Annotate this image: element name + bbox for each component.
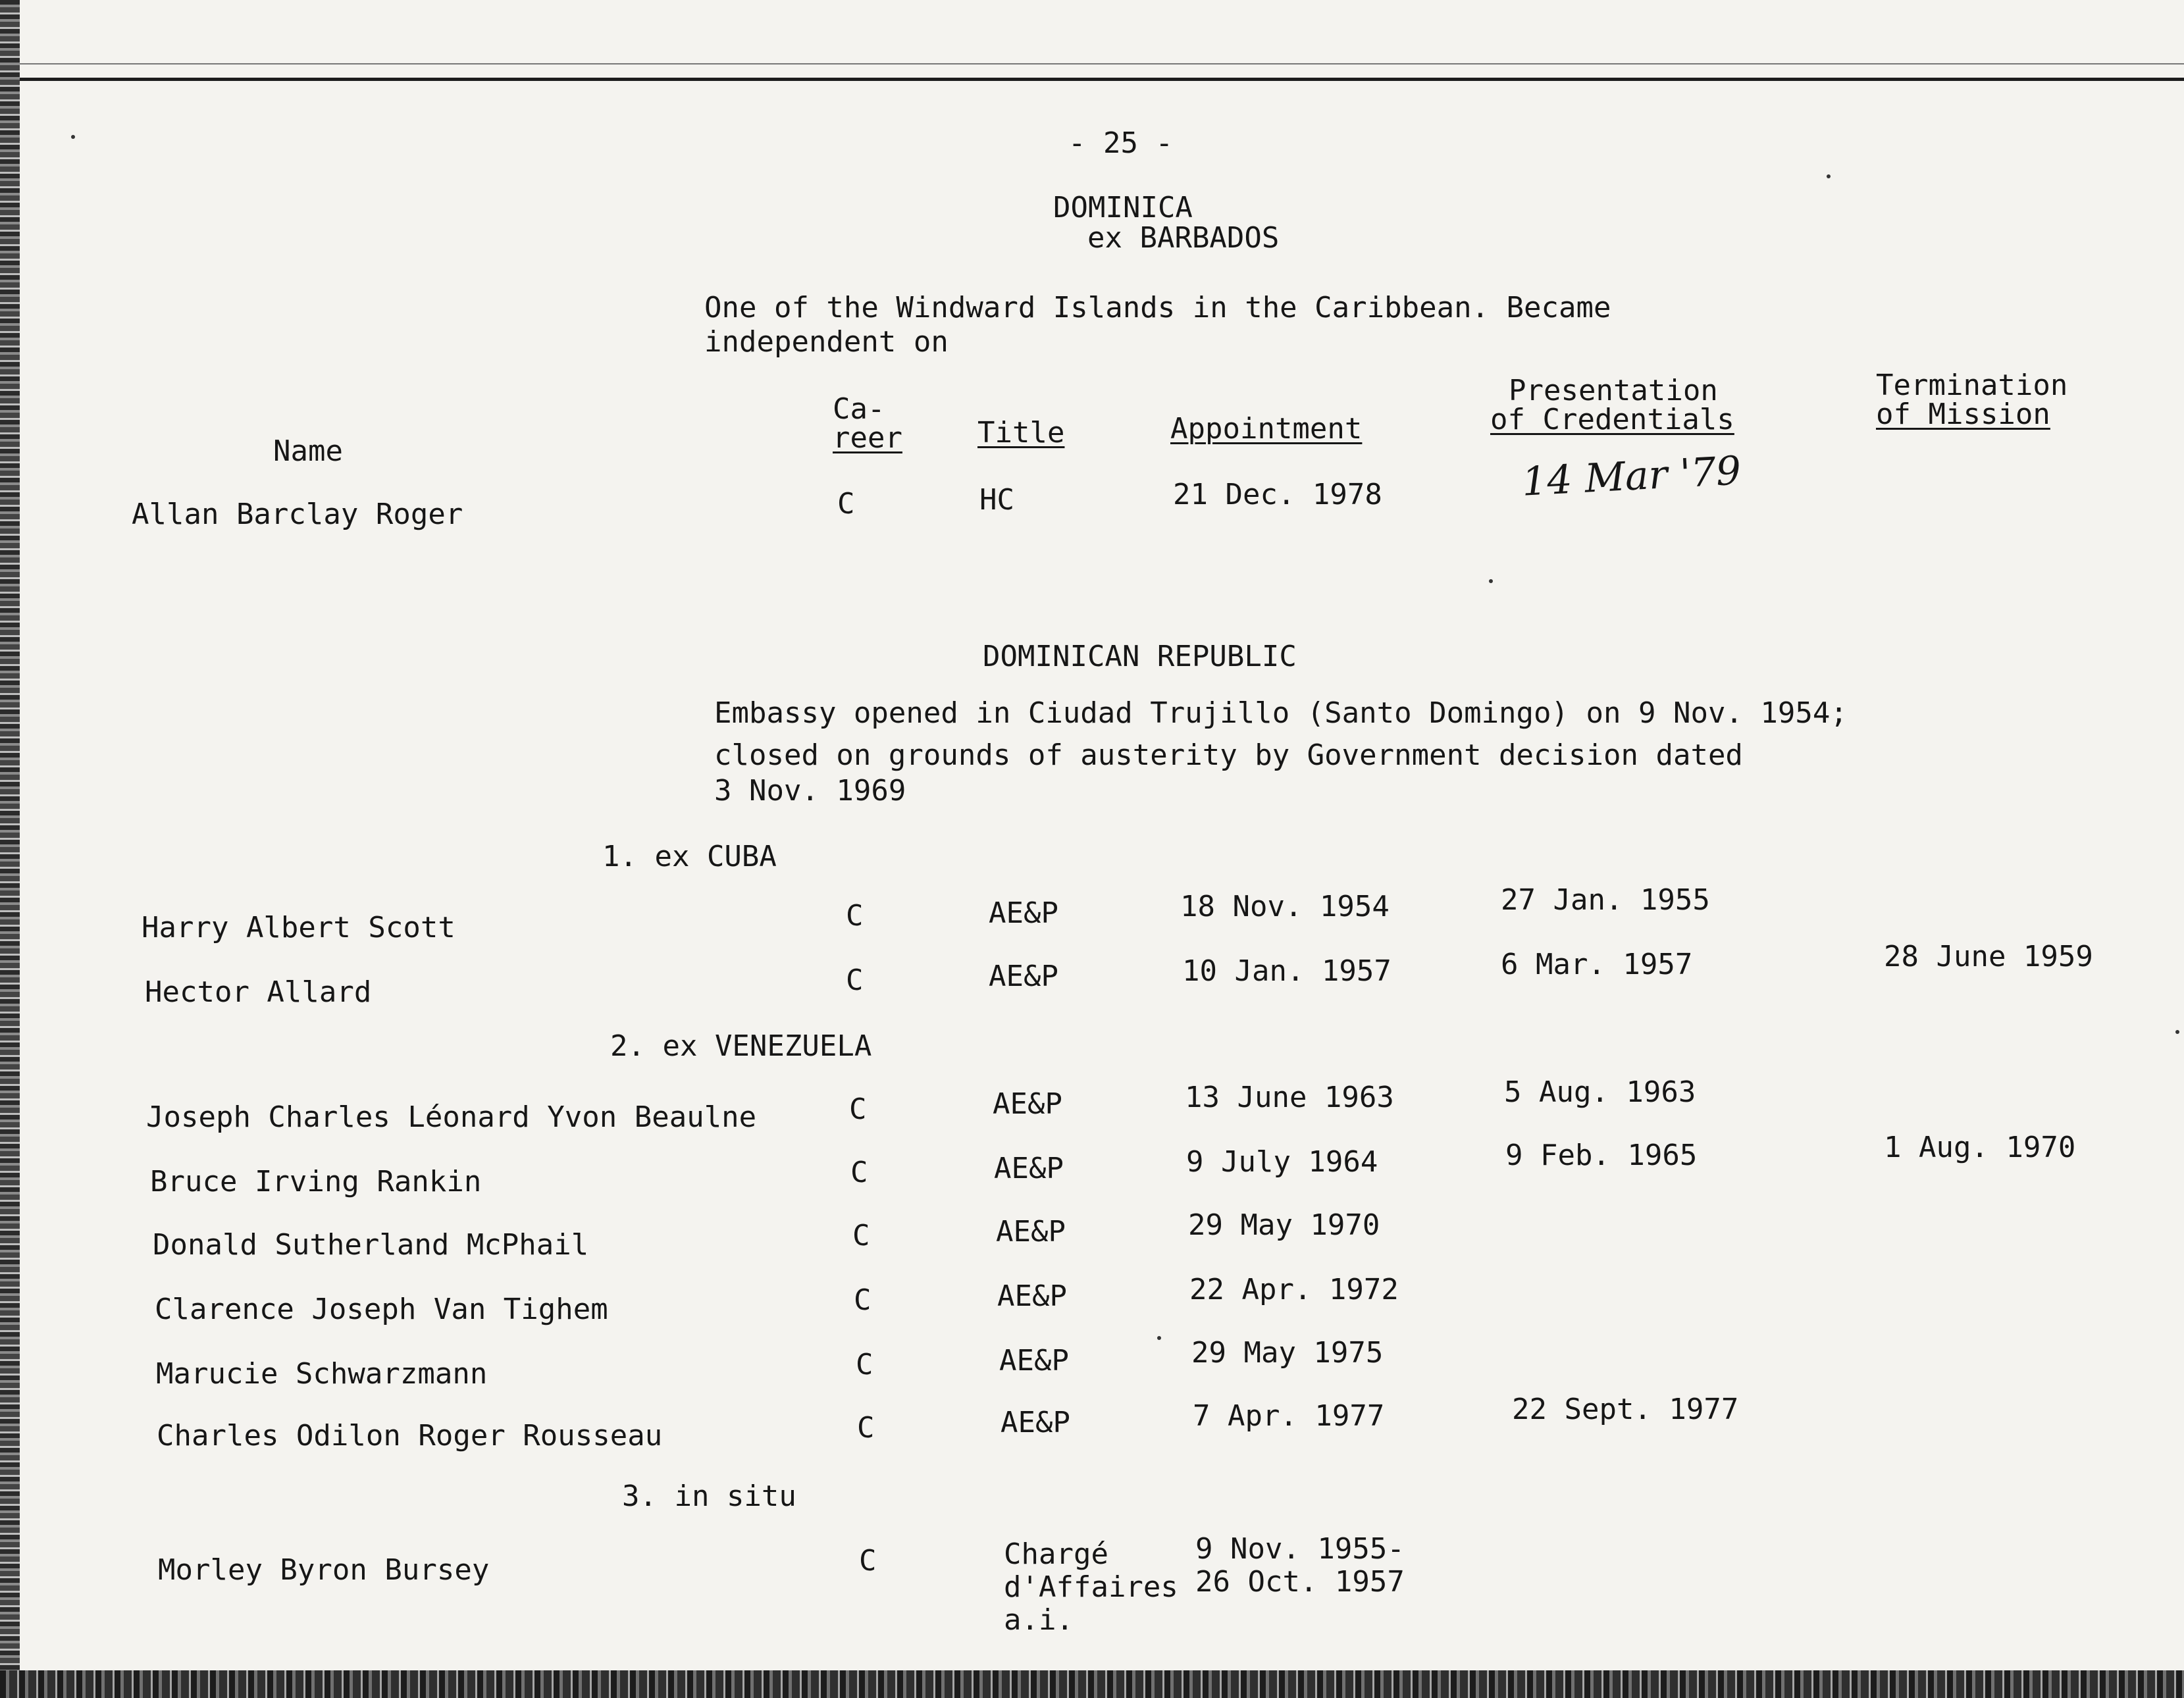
country-note-line-1: One of the Windward Islands in the Caribbean. Became <box>704 291 1611 324</box>
row-appointment: 22 Apr. 1972 <box>1189 1273 1399 1306</box>
row-presentation: 27 Jan. 1955 <box>1501 883 1710 917</box>
row-name: Charles Odilon Roger Rousseau <box>157 1419 663 1453</box>
row-title-line-1: Chargé <box>1004 1537 1108 1571</box>
country-note-line-1: Embassy opened in Ciudad Trujillo (Santo Domingo) on 9 Nov. 1954; <box>714 696 1848 730</box>
row-appointment-line-1: 9 Nov. 1955- <box>1195 1532 1405 1566</box>
row-title: AE&P <box>1001 1406 1070 1439</box>
row-appointment: 18 Nov. 1954 <box>1180 890 1390 923</box>
row-name: Allan Barclay Roger <box>132 498 463 531</box>
row-presentation: 6 Mar. 1957 <box>1501 948 1693 981</box>
row-career: C <box>837 487 855 521</box>
row-appointment: 29 May 1970 <box>1188 1208 1380 1242</box>
country-heading: DOMINICA <box>1053 191 1193 224</box>
header-career-2: reer <box>833 421 902 455</box>
row-name: Bruce Irving Rankin <box>150 1165 482 1198</box>
speck <box>71 135 75 139</box>
row-presentation: 22 Sept. 1977 <box>1512 1393 1739 1426</box>
header-title: Title <box>977 416 1065 450</box>
section-label: 3. in situ <box>622 1479 796 1513</box>
row-appointment-line-2: 26 Oct. 1957 <box>1195 1565 1405 1599</box>
row-name: Joseph Charles Léonard Yvon Beaulne <box>146 1100 757 1134</box>
speck <box>1827 174 1831 178</box>
row-title: AE&P <box>996 1215 1066 1248</box>
page-number: - 25 - <box>1068 126 1173 160</box>
row-presentation-handwritten: 14 Mar '79 <box>1521 448 1742 505</box>
country-note-line-3: 3 Nov. 1969 <box>714 774 906 808</box>
row-title: AE&P <box>994 1152 1064 1185</box>
row-termination: 1 Aug. 1970 <box>1884 1131 2076 1164</box>
row-appointment: 21 Dec. 1978 <box>1173 478 1382 511</box>
row-name: Hector Allard <box>145 975 372 1009</box>
accredited-from: ex BARBADOS <box>1087 221 1280 255</box>
row-title: AE&P <box>999 1344 1069 1377</box>
header-name: Name <box>273 434 343 468</box>
header-career-1: Ca- <box>833 392 885 426</box>
country-note-line-2: closed on grounds of austerity by Government decision dated <box>714 738 1743 772</box>
row-title-line-3: a.i. <box>1004 1603 1074 1637</box>
row-name: Donald Sutherland McPhail <box>153 1228 589 1262</box>
speck <box>2175 1030 2179 1034</box>
scan-left-edge <box>0 0 20 1698</box>
row-title: AE&P <box>989 960 1058 993</box>
row-name: Clarence Joseph Van Tighem <box>155 1293 608 1326</box>
header-termination-1: Termination <box>1876 369 2068 402</box>
row-career: C <box>846 964 864 997</box>
page-top-rule <box>20 78 2184 81</box>
row-career: C <box>846 899 864 933</box>
header-termination-2: of Mission <box>1876 398 2050 431</box>
row-appointment: 9 July 1964 <box>1186 1145 1378 1179</box>
row-title: AE&P <box>997 1279 1067 1313</box>
row-termination: 28 June 1959 <box>1884 940 2093 973</box>
row-presentation: 5 Aug. 1963 <box>1504 1075 1696 1109</box>
row-title: AE&P <box>993 1087 1062 1121</box>
row-career: C <box>852 1219 870 1252</box>
row-career: C <box>859 1544 877 1578</box>
row-career: C <box>854 1283 871 1317</box>
row-name: Marucie Schwarzmann <box>156 1357 488 1391</box>
section-label: 2. ex VENEZUELA <box>610 1029 872 1063</box>
country-heading-2: DOMINICAN REPUBLIC <box>983 640 1297 673</box>
country-note-line-2: independent on <box>704 325 949 359</box>
row-appointment: 10 Jan. 1957 <box>1182 954 1391 988</box>
page-top-rule-thin <box>20 63 2184 64</box>
row-appointment: 13 June 1963 <box>1185 1081 1394 1114</box>
row-appointment: 7 Apr. 1977 <box>1193 1399 1385 1433</box>
scan-bottom-edge <box>0 1670 2184 1698</box>
header-presentation-2: of Credentials <box>1490 403 1734 436</box>
row-appointment: 29 May 1975 <box>1191 1336 1384 1370</box>
section-label: 1. ex CUBA <box>602 840 777 873</box>
header-presentation-1: Presentation <box>1509 374 1718 407</box>
speck <box>1157 1336 1161 1340</box>
row-title: AE&P <box>989 896 1058 930</box>
header-appointment: Appointment <box>1170 412 1363 446</box>
row-career: C <box>857 1411 875 1445</box>
row-career: C <box>850 1156 868 1189</box>
row-name: Morley Byron Bursey <box>158 1553 490 1587</box>
speck <box>1489 579 1493 583</box>
row-name: Harry Albert Scott <box>142 911 455 944</box>
row-career: C <box>856 1348 873 1381</box>
row-title-line-2: d'Affaires <box>1004 1570 1178 1604</box>
row-career: C <box>849 1093 867 1126</box>
row-title: HC <box>979 483 1014 517</box>
row-presentation: 9 Feb. 1965 <box>1505 1139 1698 1172</box>
